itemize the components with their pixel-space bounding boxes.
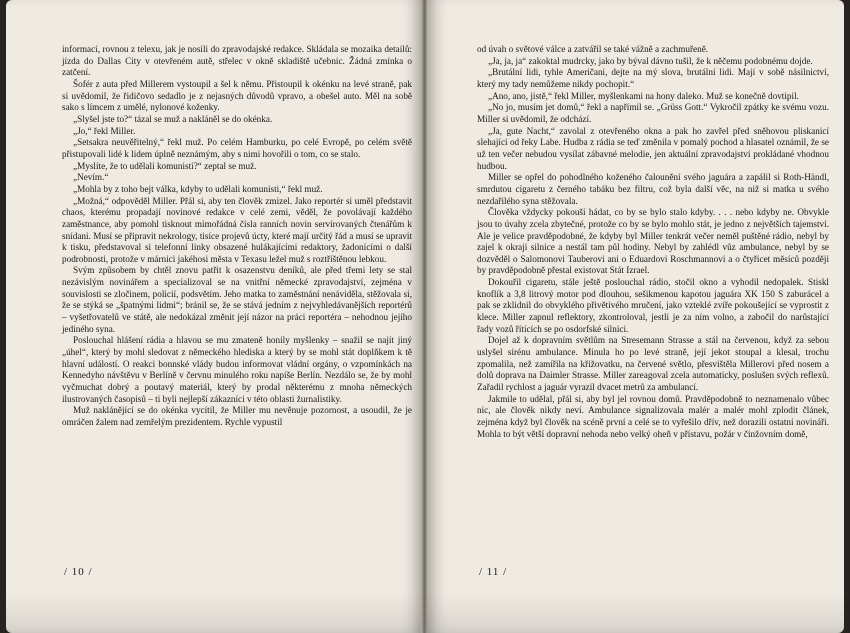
right-page-number: / 11 / — [479, 566, 508, 578]
paragraph: „Slyšel jste to?“ tázal se muž a naklánĕl se do okénka. — [73, 113, 273, 124]
paragraph: „Ja, gute Nacht,“ zavolal z otevřeného okna a pak ho zavřel před sněhovou pliskanicí slehající od řeky Labe. Hudba z rádia se teď změnila v pomalý pochod a hlasatel oznámil, že se už ten večer nebudou vysílat zábavné melodie, jen aktuální zpravodajství prokládané vhodnou hudbou. — [477, 125, 829, 171]
paragraph: Člověka vždycky pokouší hádat, co by se bylo stalo kdyby. . . . nebo kdyby ne. Obvykle jsou to úvahy zcela zbytečné, protože co by se bylo mohlo stát, je jedno z největších tajemství. Ale je velice pravděpodobné, že kdyby byl Miller tenkrát večer nemĕl puštěné rádio, nebyl by zajel k okraji silnice a nestál tam půl hodiny. Nebyl by zahlédl vůz ambulance, nebyl by se dozvěděl o Salomonovi Tauberovi ani o Eduardovi Roschmannovi a o čtyřicet měsíců později by pravděpodobně přestal existovat Stát Izrael. — [477, 207, 829, 276]
paragraph: „No jo, musím jet domů,“ řekl a napřímil se. „Grüss Gott.“ Vykročil zpátky ke svému vozu. Miller si uvědomil, že odchází. — [477, 102, 829, 124]
paragraph: „Jo,“ řekl Miller. — [73, 125, 136, 136]
paragraph: Svým způsobem by chtěl znovu patřit k osazenstvu deníků, ale před třemi lety se stal nezávislým novinářem a specializoval se na vnitřní německé zpravodajství, zejména v souvislosti se zločinem, policií, podsvětím. Jeho matka to zaměstnání nenáviděla, stěžovala si, že se stýká se „špatnými lidmi“; bránil se, že se stává jedním z nejvyhledávanějších reportérů – vyšetřovatelů ve státě, ale nedokázal změnit její názor na práci reportéra – nehodnou jejího jediného syna. — [62, 265, 412, 334]
paragraph: od úvah o světové válce a zatvářil se také vážně a zachmuřeně. — [477, 44, 709, 54]
page-shadow — [427, 593, 844, 633]
left-page-text — [62, 44, 412, 429]
paragraph: Muž naklánějící se do okénka vycítil, že Miller mu nevěnuje pozornost, a usoudil, že je omráčen žalem nad zemřelým prezidentem. Rychle vypustil — [62, 405, 412, 427]
paragraph: informací, rovnou z telexu, jak je nosili do zpravodajské redakce. Skládala se mozaika detailů: jízda do Dallas City v otevřeném autě, střelec v okně skladiště učebnic. Žádná zmínka o zatčení. — [62, 44, 412, 78]
paragraph: „Nevím.“ — [73, 172, 109, 183]
paragraph: „Brutální lidi, tyhle Američani, dejte na mý slova, brutální lidi. Mají v sobě násilnictví, který my tady nemůžeme nikdy pochopit.“ — [477, 67, 829, 89]
paragraph: „Mohla by z toho bejt válka, kdyby to udělali komunisti,“ řekl muž. — [73, 183, 323, 194]
paragraph: „Možná,“ odpověděl Miller. Přál si, aby ten člověk zmizel. Jako reportér si uměl představit chaos, kterému propadají novinové redakce v celé zemi, věděl, že povolávají každého zaměstnance, aby pomohl tisknout mimořádná čísla ranních novin servírovaných čtenářům k snídani. Musí se připravit nekrology, tisíce projevů úcty, které mají určitý řád a musí se upravit k tisku, představoval si telefonní linky obsazené hulákajícími redaktory, žadonícími o další podrobnosti, protože v márnici jakéhosi města v Texasu ležel muž s roztříštěnou lebkou. — [62, 195, 412, 264]
paragraph: Miller se opřel do pohodlného koženého čalounění svého jaguára a zapálil si Roth-Händl, smrdutou cigaretu z černého tabáku bez filtru, což byla další věc, na niž si matka u svého nezdařilého syna stěžovala. — [477, 172, 829, 206]
right-page-text — [477, 44, 829, 440]
paragraph: „Myslíte, že to udělali komunisti?“ zeptal se muž. — [73, 160, 257, 171]
paragraph: Poslouchal hlášení rádia a hlavou se mu zmateně honily myšlenky – snažil se najít jiný „úhel“, který by mohl sledovat z německého hlediska a který by se mohl stát doplňkem k tě hlavní událostí. O reakci bonnské vlády budou informovat vládní orgány, o vzpomínkách na Kennedyho návštěvu v Berlíně v červnu minulého roku napíše Berlín. Nezdálo se, že by mohl vyčmuchat dobrý a poutavý materiál, který by prodal některému z mnoha německých ilustrovaných časopisů – ti byli nejlepší zákazníci v této oblasti žurnalistiky. — [62, 335, 412, 404]
paragraph: Jakmile to udělal, přál si, aby byl jel rovnou domů. Pravděpodobně to neznamenalo vůbec nic, ale člověk nikdy neví. Ambulance signalizovala malér a malér mohl zplodit článek, zejména když byl člověk na scéně první a celé se to vyřešilo dřív, než dorazili ostatní novináři. Mohla to být větší dopravní nehoda nebo velký oheň v přístavu, požár v činžovním domě, — [477, 393, 829, 439]
left-page — [6, 0, 422, 633]
paragraph: Dojel až k dopravním světlům na Stresemann Strasse a stál na červenou, když za sebou uslyšel sirénu ambulance. Minula ho po levé straně, její jekot stoupal a klesal, trochu zpomalila, než zamířila na křižovatku, na červené světlo, přesvištěla Millerovi před nosem a dolů doprava na Daimler Strasse. Miller zareagoval zcela automaticky, poslušen svých reflexů. Zařadil rychlost a jaguár vyrazil dvacet metrů za ambulancí. — [477, 335, 829, 393]
paragraph: „Setsakra neuvěřitelný,“ řekl muž. Po celém Hamburku, po celé Evropě, po celém světě přistupovali lidé k lidem úplně neznámým, aby s nimi hovořili o tom, co se stalo. — [62, 137, 412, 159]
left-page-number: / 10 / — [64, 566, 93, 578]
page-shadow — [6, 593, 422, 633]
paragraph: „Ano, ano, jistě,“ řekl Miller, myšlenkami na hony daleko. Muž se konečně dovtipil. — [488, 90, 799, 101]
paragraph: „Ja, ja, ja“ zakoktal mudrcky, jako by býval dávno tušil, že k něčemu podobnému dojde. — [488, 55, 813, 66]
paragraph: Šofér z auta před Millerem vystoupil a šel k němu. Přistoupil k okénku na levé straně, pak si uvědomil, že řidičovo sedadlo je z nejasných důvodů vpravo, a obešel auto. Měl na sobě sako s límcem z umělé, nylonové koženky. — [62, 78, 412, 113]
right-page — [427, 0, 844, 633]
paragraph: Dokouřil cigaretu, stále ještě poslouchal rádio, stočil okno a vyhodil nedopalek. Stiskl knoflík a 3,8 litrový motor pod dlouhou, sešikmenou kapotou jaguára XK 150 S zaburácel a pak se zklidnil do obvyklého přivětivého mručení, jako vzteklé zvíře pokoušející se vyprostit z klece. Miller zapnul reflektory, zkontroloval, jestli je za ním volno, a zabočil do narůstající řady vozů řítících se po osdorfské silnici. — [477, 277, 829, 334]
